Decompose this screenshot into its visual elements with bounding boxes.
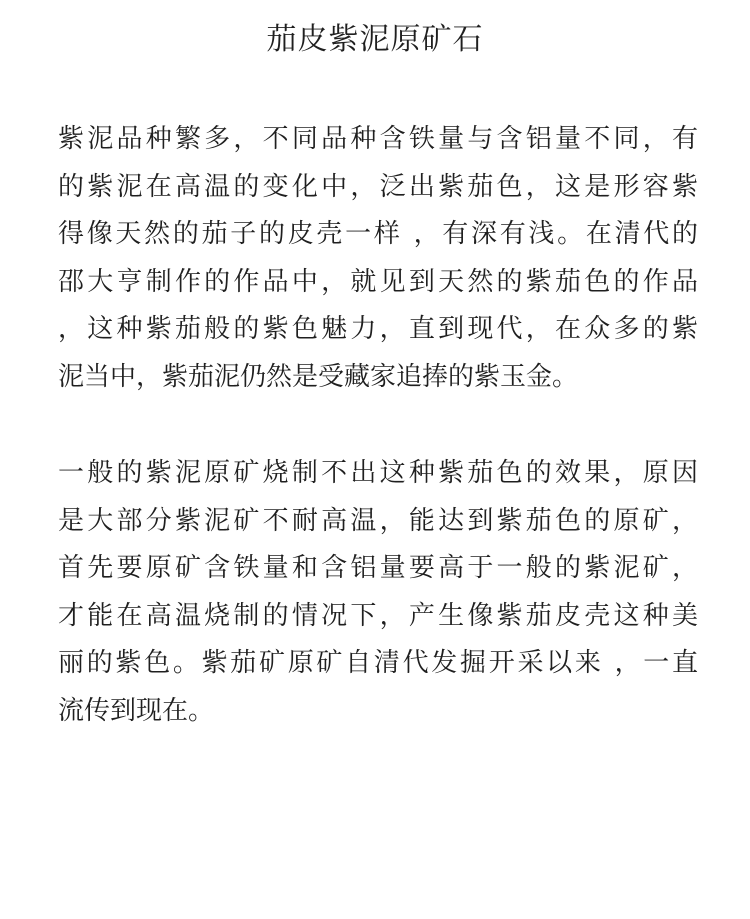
paragraph-line: 流传到现在。	[58, 695, 215, 726]
article-title: 茄皮紫泥原矿石	[266, 22, 484, 57]
paragraph-line: 才能在高温烧制的情况下，产生像紫茄皮壳这种美	[58, 600, 698, 631]
paragraph-line: 丽的紫色。紫茄矿原矿自清代发掘开采以来 ，一直	[58, 648, 698, 678]
paragraph-1	[58, 116, 698, 401]
paragraph-line: 得像天然的茄子的皮壳一样 ，有深有浅。在清代的	[58, 219, 698, 249]
paragraph-line: 一般的紫泥原矿烧制不出这种紫茄色的效果，原因	[58, 458, 698, 488]
paragraph-2	[58, 450, 698, 735]
paragraph-line: 的紫泥在高温的变化中，泛出紫茄色，这是形容紫	[58, 171, 698, 202]
paragraph-line: 邵大亨制作的作品中，就见到天然的紫茄色的作品	[58, 266, 698, 297]
paragraph-line: 紫泥品种繁多，不同品种含铁量与含铝量不同，有	[58, 124, 698, 154]
paragraph-line: 是大部分紫泥矿不耐高温，能达到紫茄色的原矿，	[58, 505, 698, 536]
paragraph-line: ，这种紫茄般的紫色魅力，直到现代，在众多的紫	[58, 314, 698, 344]
paragraph-line: 首先要原矿含铁量和含铝量要高于一般的紫泥矿，	[58, 553, 698, 583]
paragraph-line: 泥当中，紫茄泥仍然是受藏家追捧的紫玉金。	[58, 361, 579, 392]
